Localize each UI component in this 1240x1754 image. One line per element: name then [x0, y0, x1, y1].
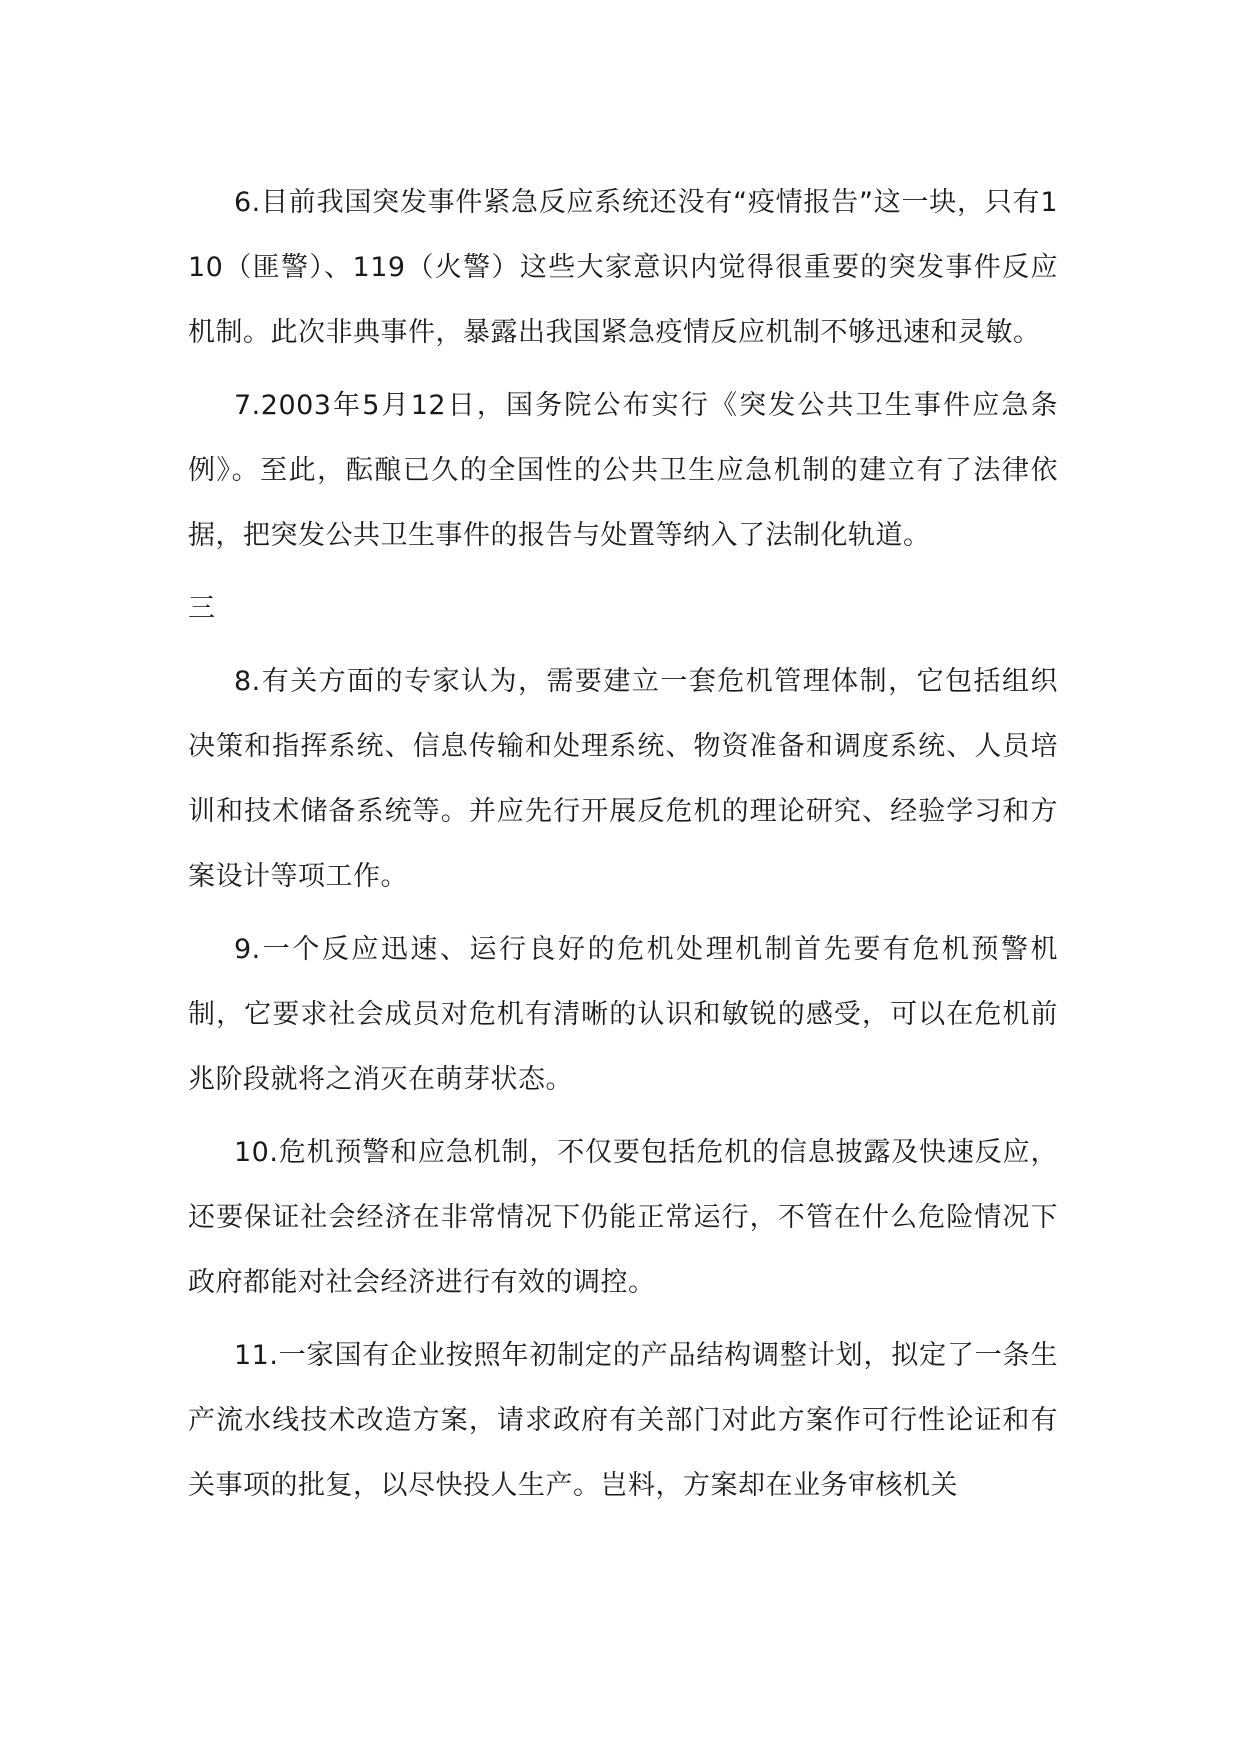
paragraph-10: 10.危机预警和应急机制，不仅要包括危机的信息披露及快速反应，还要保证社会经济在非常情况下仍能正常运行，不管在什么危险情况下政府都能对社会经济进行有效的调控。: [188, 1137, 1058, 1298]
paragraph-6: 6.目前我国突发事件紧急反应系统还没有“疫情报告”这一块，只有110（匪警）、119（火警）这些大家意识内觉得很重要的突发事件反应机制。此次非典事件，暴露出我国紧急疫情反应机制不够迅速和灵敏。: [188, 187, 1058, 348]
section-heading: 三: [188, 593, 215, 624]
document-page: [188, 170, 1058, 1526]
paragraph-11: 11.一家国有企业按照年初制定的产品结构调整计划，拟定了一条生产流水线技术改造方案，请求政府有关部门对此方案作可行性论证和有关事项的批复，以尽快投人生产。岂料，方案却在业务审核机关: [188, 1340, 1058, 1501]
paragraph-7: 7.2003年5月12日，国务院公布实行《突发公共卫生事件应急条例》。至此，酝酿已久的全国性的公共卫生应急机制的建立有了法律依据，把突发公共卫生事件的报告与处置等纳入了法制化轨道。: [188, 390, 1058, 551]
paragraph-8: 8.有关方面的专家认为，需要建立一套危机管理体制，它包括组织决策和指挥系统、信息传输和处理系统、物资准备和调度系统、人员培训和技术储备系统等。并应先行开展反危机的理论研究、经验学习和方案设计等项工作。: [188, 666, 1058, 892]
paragraph-9: 9.一个反应迅速、运行良好的危机处理机制首先要有危机预警机制，它要求社会成员对危机有清晰的认识和敏锐的感受，可以在危机前兆阶段就将之消灭在萌芽状态。: [188, 934, 1058, 1095]
